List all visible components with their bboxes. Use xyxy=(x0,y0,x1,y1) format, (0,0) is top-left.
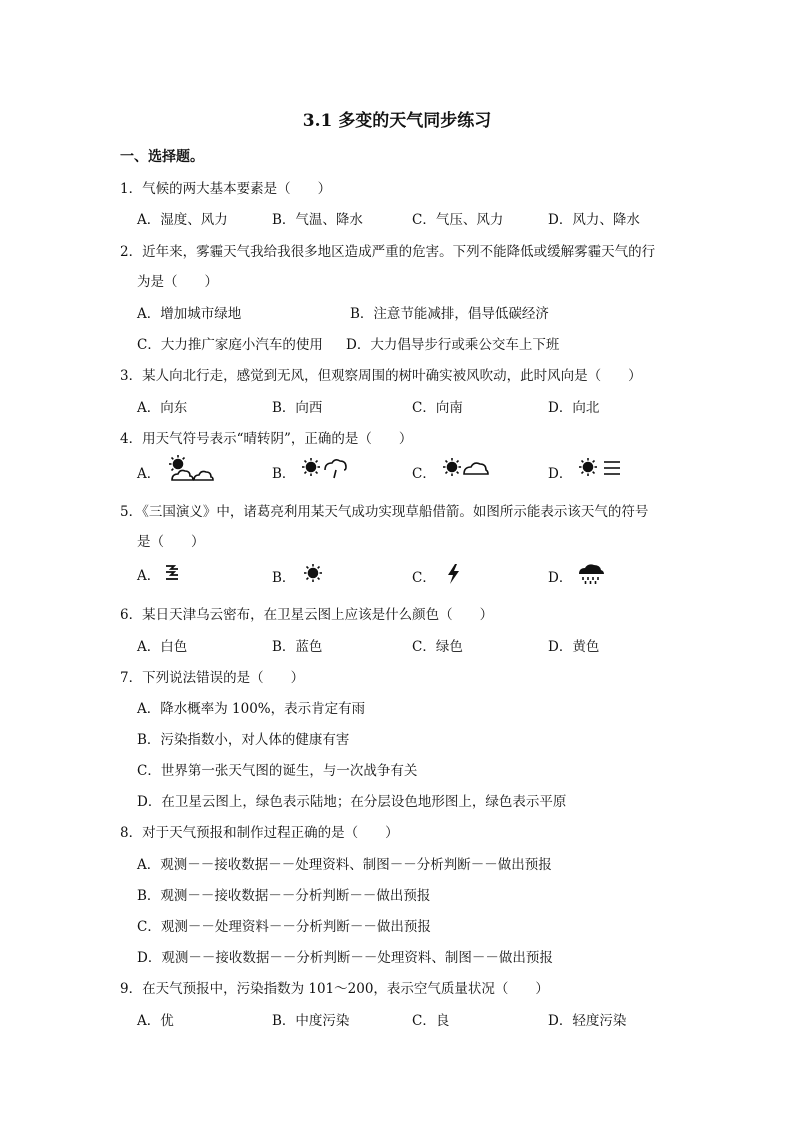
question-9-option-d: D．轻度污染 xyxy=(548,1013,627,1029)
option-label: A． xyxy=(137,466,161,482)
question-6-option-b: B．蓝色 xyxy=(272,639,323,655)
question-2-stem: 2．近年来，雾霾天气我给我很多地区造成严重的危害。下列不能降低或缓解雾霾天气的行 xyxy=(120,244,656,260)
question-7-stem: 7．下列说法错误的是（ ） xyxy=(120,670,305,686)
question-4-stem: 4．用天气符号表示“晴转阴”，正确的是（ ） xyxy=(120,431,413,447)
question-4-option-a xyxy=(137,454,214,482)
question-4-option-b xyxy=(272,454,349,482)
question-3-option-c: C．向南 xyxy=(412,400,463,416)
lightning-icon xyxy=(440,562,468,586)
option-label: B． xyxy=(272,570,296,586)
question-2-stem-cont: 为是（ ） xyxy=(137,274,218,290)
question-1-stem: 1．气候的两大基本要素是（ ） xyxy=(120,181,332,197)
option-label: D． xyxy=(548,466,573,482)
question-1-option-a: A．湿度、风力 xyxy=(137,212,228,228)
question-4-option-d xyxy=(548,454,626,482)
question-9-option-a: A．优 xyxy=(137,1013,174,1029)
option-label: C． xyxy=(412,570,436,586)
option-label: C． xyxy=(412,466,436,482)
question-5-option-c xyxy=(412,562,468,586)
section-heading: 一、选择题。 xyxy=(120,149,204,165)
sun-rain-cloud-icon xyxy=(299,454,349,482)
question-4-option-c xyxy=(412,454,490,482)
question-5-option-d xyxy=(548,562,606,586)
question-2-option-b: B．注意节能减排，倡导低碳经济 xyxy=(350,306,549,322)
sun-icon xyxy=(299,562,327,586)
question-1-option-b: B．气温、降水 xyxy=(272,212,363,228)
question-3-option-b: B．向西 xyxy=(272,400,323,416)
question-9-option-b: B．中度污染 xyxy=(272,1013,350,1029)
question-6-option-a: A．白色 xyxy=(137,639,188,655)
page-title: 3.1 多变的天气同步练习 xyxy=(302,111,492,131)
fog-icon xyxy=(164,562,192,584)
question-1-option-d: D．风力、降水 xyxy=(548,212,640,228)
rain-cloud-icon xyxy=(576,562,606,586)
question-1-option-c: C．气压、风力 xyxy=(412,212,504,228)
question-7-option-b: B．污染指数小，对人体的健康有害 xyxy=(137,732,350,748)
question-5-stem: 5．《三国演义》中，诸葛亮利用某天气成功实现草船借箭。如图所示能表示该天气的符号 xyxy=(120,504,649,520)
sun-fog-icon xyxy=(576,454,626,482)
question-2-option-c: C．大力推广家庭小汽车的使用 xyxy=(137,337,323,353)
question-2-option-d: D．大力倡导步行或乘公交车上下班 xyxy=(346,337,560,353)
question-3-stem: 3．某人向北行走，感觉到无风，但观察周围的树叶确实被风吹动，此时风向是（ ） xyxy=(120,368,642,384)
question-8-option-c: C．观测－－处理资料－－分析判断－－做出预报 xyxy=(137,919,431,935)
question-8-stem: 8．对于天气预报和制作过程正确的是（ ） xyxy=(120,825,399,841)
question-6-option-c: C．绿色 xyxy=(412,639,463,655)
question-7-option-d: D．在卫星云图上，绿色表示陆地；在分层设色地形图上，绿色表示平原 xyxy=(137,794,567,810)
question-5-option-a xyxy=(137,562,192,584)
sun-cloud-cloud-icon xyxy=(164,454,214,482)
question-3-option-d: D．向北 xyxy=(548,400,600,416)
question-9-stem: 9．在天气预报中，污染指数为 101～200，表示空气质量状况（ ） xyxy=(120,981,549,997)
question-9-option-c: C．良 xyxy=(412,1013,450,1029)
question-6-option-d: D．黄色 xyxy=(548,639,600,655)
option-label: B． xyxy=(272,466,296,482)
question-5-option-b xyxy=(272,562,327,586)
question-7-option-c: C．世界第一张天气图的诞生，与一次战争有关 xyxy=(137,763,418,779)
question-7-option-a: A．降水概率为 100%，表示肯定有雨 xyxy=(137,701,366,717)
question-3-option-a: A．向东 xyxy=(137,400,188,416)
option-label: D． xyxy=(548,570,573,586)
question-8-option-a: A．观测－－接收数据－－处理资料、制图－－分析判断－－做出预报 xyxy=(137,857,552,873)
option-label: A． xyxy=(137,568,161,584)
question-8-option-b: B．观测－－接收数据－－分析判断－－做出预报 xyxy=(137,888,431,904)
question-6-stem: 6．某日天津乌云密布，在卫星云图上应该是什么颜色（ ） xyxy=(120,607,494,623)
question-2-option-a: A．增加城市绿地 xyxy=(137,306,242,322)
sun-cloud-icon xyxy=(440,454,490,482)
question-5-stem-cont: 是（ ） xyxy=(137,534,205,550)
question-8-option-d: D．观测－－接收数据－－分析判断－－处理资料、制图－－做出预报 xyxy=(137,950,553,966)
